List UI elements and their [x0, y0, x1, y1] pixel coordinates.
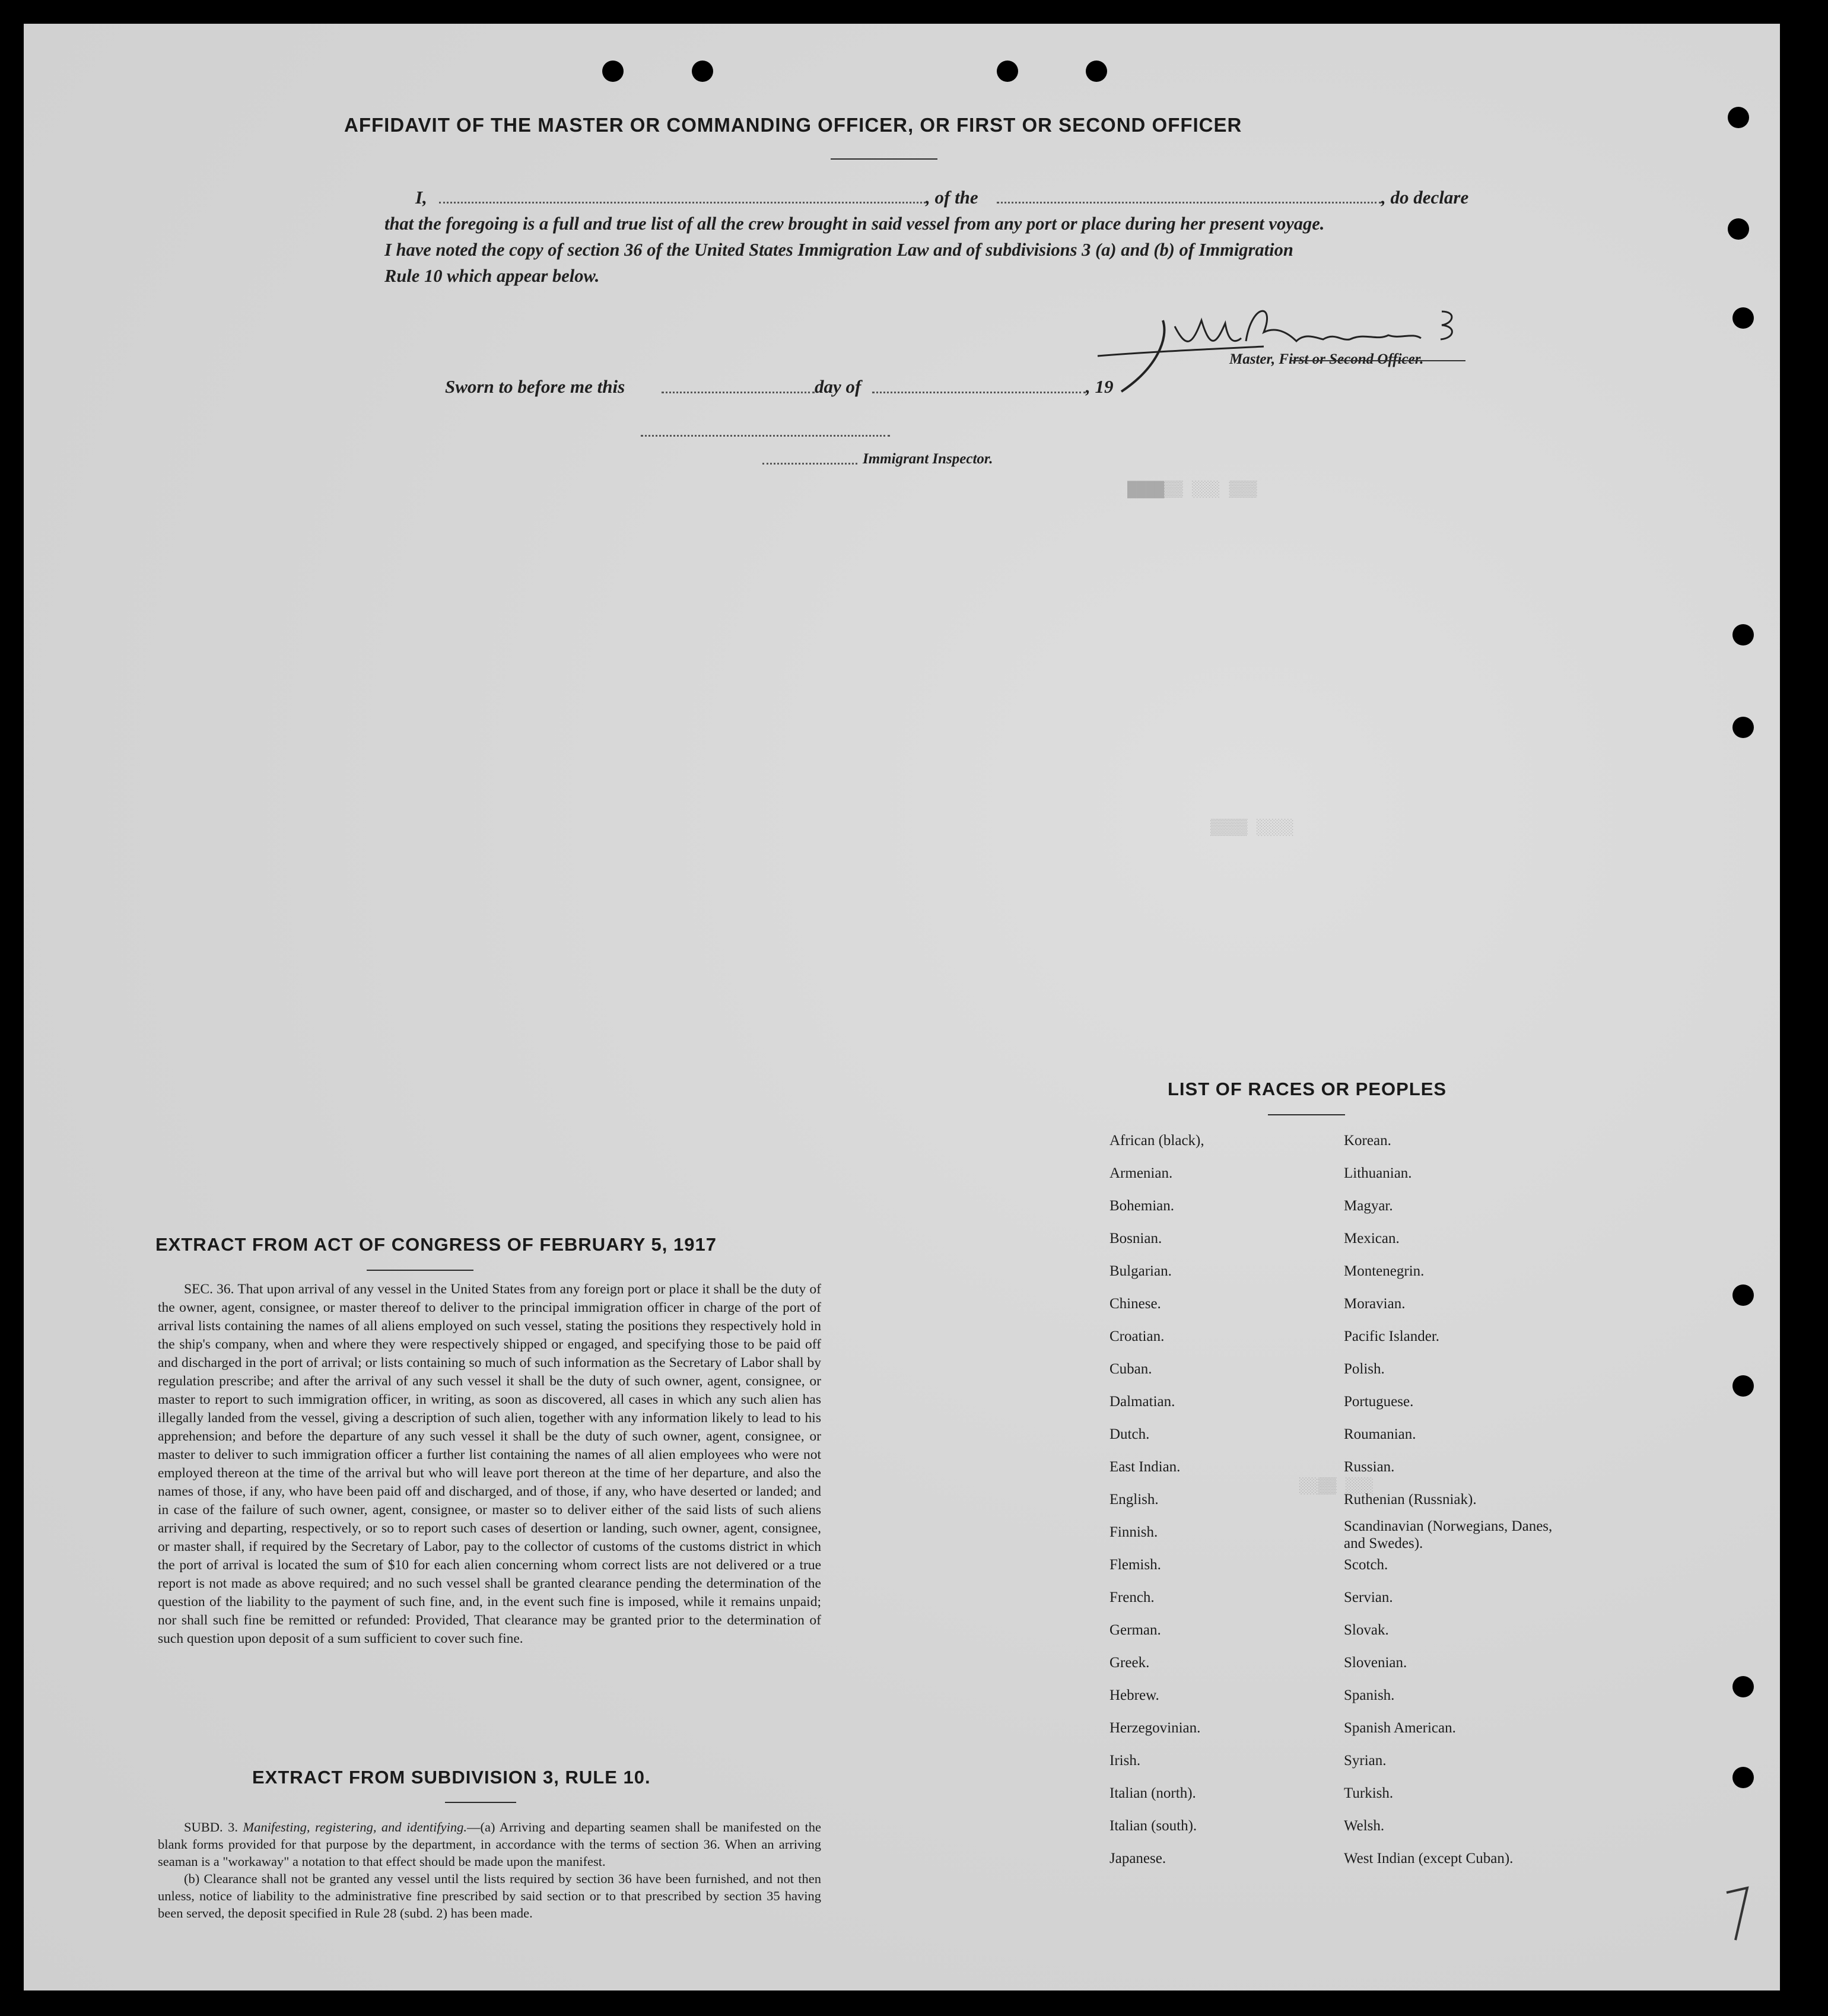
inspector-signature-blank — [641, 435, 890, 437]
race-left-item: Irish. — [1109, 1753, 1141, 1769]
act-extract-underline — [367, 1270, 473, 1271]
race-left-item: Cuban. — [1109, 1361, 1152, 1377]
punch-hole — [1732, 717, 1754, 738]
race-left-item: French. — [1109, 1589, 1155, 1605]
document-page — [24, 24, 1780, 1990]
subd3-lead: SUBD. 3. — [184, 1820, 238, 1834]
rule-extract-underline — [445, 1802, 516, 1803]
affidavit-body-line2: I have noted the copy of section 36 of the United States Immigration Law and of subdivisions 3 (a) and (b) of Immigration — [384, 240, 1293, 260]
punch-hole — [1086, 61, 1107, 82]
race-right-item: Roumanian. — [1344, 1426, 1416, 1442]
punch-hole — [1732, 1676, 1754, 1697]
race-right-item: Pacific Islander. — [1344, 1328, 1440, 1344]
race-right-item: Korean. — [1344, 1133, 1391, 1149]
punch-hole — [1728, 107, 1749, 128]
rule-extract-body — [158, 1818, 821, 1922]
sworn-month-blank — [872, 392, 1086, 393]
race-left-item: Japanese. — [1109, 1850, 1166, 1866]
race-right-item: Spanish American. — [1344, 1720, 1456, 1736]
race-left-item: Finnish. — [1109, 1524, 1158, 1540]
race-left-item: African (black), — [1109, 1133, 1204, 1149]
declaration-declare: , do declare — [1381, 187, 1469, 208]
race-right-item: Ruthenian (Russniak). — [1344, 1492, 1477, 1508]
bleed-through-mark: ░░▒▒ ░░░ — [1299, 1477, 1374, 1495]
race-right-item: Servian. — [1344, 1589, 1393, 1605]
bleed-through-mark: ▒▒▒▒ ░░░░ — [1210, 819, 1294, 837]
act-extract-title: EXTRACT FROM ACT OF CONGRESS OF FEBRUARY 5, 1917 — [155, 1234, 717, 1255]
punch-hole — [1732, 624, 1754, 645]
race-right-item: Portuguese. — [1344, 1394, 1414, 1410]
race-left-item: Bosnian. — [1109, 1230, 1162, 1247]
race-right-item: Turkish. — [1344, 1785, 1394, 1801]
race-left-item: Bulgarian. — [1109, 1263, 1172, 1279]
punch-hole — [602, 61, 624, 82]
race-right-item: Moravian. — [1344, 1296, 1406, 1312]
vessel-blank — [997, 202, 1381, 203]
race-right-item: Lithuanian. — [1344, 1165, 1412, 1181]
master-label: Master, First or Second Officer. — [1229, 351, 1424, 367]
race-left-item: Croatian. — [1109, 1328, 1165, 1344]
master-signature — [1086, 285, 1501, 403]
race-left-item: Italian (north). — [1109, 1785, 1196, 1801]
race-left-item: Flemish. — [1109, 1557, 1161, 1573]
race-left-item: Herzegovinian. — [1109, 1720, 1201, 1736]
subd3-a-body: —(a) Arriving and departing seamen shall be manifested on the blank forms provided for that purpose by the department, in accordance with the terms of section 36. When an arriving seaman is a "workaway" a notation to that effect should be made upon the manifest. — [158, 1820, 821, 1869]
race-right-item: Spanish. — [1344, 1687, 1395, 1703]
race-left-item: Italian (south). — [1109, 1818, 1197, 1834]
rule-extract-title: EXTRACT FROM SUBDIVISION 3, RULE 10. — [252, 1767, 651, 1788]
subd3-paragraph-a — [158, 1818, 821, 1870]
race-right-item: Scandinavian (Norwegians, Danes, and Swedes). — [1344, 1518, 1553, 1551]
declaration-of: , of the — [926, 187, 978, 208]
declaration-i: I, — [415, 187, 427, 208]
race-right-item: Russian. — [1344, 1459, 1395, 1475]
race-right-item: Scotch. — [1344, 1557, 1388, 1573]
affidavit-body-line3: Rule 10 which appear below. — [384, 266, 600, 286]
race-right-item: Slovenian. — [1344, 1655, 1407, 1671]
sworn-day-of: day of — [815, 376, 861, 397]
race-right-item: West Indian (except Cuban). — [1344, 1850, 1514, 1866]
sworn-day-blank — [662, 392, 815, 393]
punch-hole — [1732, 307, 1754, 329]
punch-hole — [1732, 1767, 1754, 1788]
race-right-item: Slovak. — [1344, 1622, 1389, 1638]
race-left-item: Hebrew. — [1109, 1687, 1159, 1703]
name-blank — [439, 202, 926, 203]
punch-hole — [1732, 1284, 1754, 1306]
race-right-item: Welsh. — [1344, 1818, 1385, 1834]
punch-hole — [1728, 218, 1749, 240]
punch-hole — [1732, 1375, 1754, 1397]
race-right-item: Montenegrin. — [1344, 1263, 1425, 1279]
race-left-item: Dutch. — [1109, 1426, 1150, 1442]
races-underline — [1268, 1114, 1345, 1115]
race-left-item: German. — [1109, 1622, 1161, 1638]
affidavit-body-line1: that the foregoing is a full and true list of all the crew brought in said vessel from any port or place during her present voyage. — [384, 214, 1325, 234]
races-title: LIST OF RACES OR PEOPLES — [1168, 1079, 1447, 1099]
inspector-label: Immigrant Inspector. — [863, 451, 993, 467]
subd3-paragraph-b: (b) Clearance shall not be granted any vessel until the lists required by section 36 have been furnished, and not then unless, notice of liability to the administrative fine prescribed by said section or to that prescribed by section 35 having been served, the deposit specified in Rule 28 (subd. 2) has been made. — [158, 1871, 821, 1920]
race-left-item: English. — [1109, 1492, 1159, 1508]
punch-hole — [692, 61, 713, 82]
sworn-year: , 19 — [1086, 376, 1114, 397]
race-left-item: Chinese. — [1109, 1296, 1161, 1312]
race-left-item: East Indian. — [1109, 1459, 1181, 1475]
race-left-item: Armenian. — [1109, 1165, 1173, 1181]
bleed-through-mark: ████▒▒ ░░░ ▒▒▒ — [1127, 481, 1257, 498]
inspector-label-lead — [762, 463, 857, 465]
act-extract-body — [158, 1280, 821, 1648]
sworn-prefix: Sworn to before me this — [445, 376, 625, 397]
master-strikethrough — [1290, 360, 1465, 361]
races-list — [1109, 1132, 1643, 1874]
race-left-item: Dalmatian. — [1109, 1394, 1175, 1410]
race-right-item: Polish. — [1344, 1361, 1385, 1377]
sec36-paragraph: SEC. 36. That upon arrival of any vessel in the United States from any foreign port or place it shall be the duty of the owner, agent, consignee, or master thereof to deliver to the principal immigration officer in charge of the port of arrival lists containing the names of all aliens employed on such vessel, stating the positions they respectively hold in the ship's company, when and where they were respectively shipped or engaged, and specifying those to be paid off and discharged in the port of arrival; or lists containing so much of such information as the Secretary of Labor shall by regulation prescribe; and after the arrival of any such vessel it shall be the duty of such owner, agent, consignee, or master to report to such immigration officer, in writing, as soon as discovered, all cases in which any such alien has illegally landed from the vessel, giving a description of such alien, together with any information likely to lead to his apprehension; and before the departure of any such vessel it shall be the duty of such owner, agent, consignee, or master to deliver to such immigration officer a further list containing the names of all alien employees who were not employed thereon at the time of the arrival but who will leave port thereon at the time of her departure, and also the names of those, if any, who have been paid off and discharged, and of those, if any, who have deserted or landed; and in case of the failure of such owner, agent, consignee, or master so to deliver either of the said lists of such aliens arriving and departing, respectively, or so to report such cases of desertion or landing, such owner, agent, consignee, or master shall, if required by the Secretary of Labor, pay to the collector of customs of the customs district in which the port of arrival is located the sum of $10 for each alien concerning whom correct lists are not delivered or a true report is not made as above required; and no such vessel shall be granted clearance pending the determination of the question of the liability to the payment of such fine, and, in the event such fine is imposed, while it remains unpaid; nor shall such fine be remitted or refunded: Provided, That clearance may be granted prior to the determination of such question upon deposit of a sum sufficient to cover such fine. — [158, 1282, 821, 1646]
title-underline — [831, 158, 937, 160]
subd3-heading: Manifesting, registering, and identifying. — [243, 1820, 467, 1834]
pencil-mark — [1721, 1881, 1756, 1946]
punch-hole — [997, 61, 1018, 82]
race-left-item: Bohemian. — [1109, 1198, 1175, 1214]
affidavit-title: AFFIDAVIT OF THE MASTER OR COMMANDING OFFICER, OR FIRST OR SECOND OFFICER — [344, 114, 1242, 136]
race-right-item: Mexican. — [1344, 1230, 1400, 1247]
race-left-item: Greek. — [1109, 1655, 1150, 1671]
race-right-item: Syrian. — [1344, 1753, 1387, 1769]
race-right-item: Magyar. — [1344, 1198, 1393, 1214]
